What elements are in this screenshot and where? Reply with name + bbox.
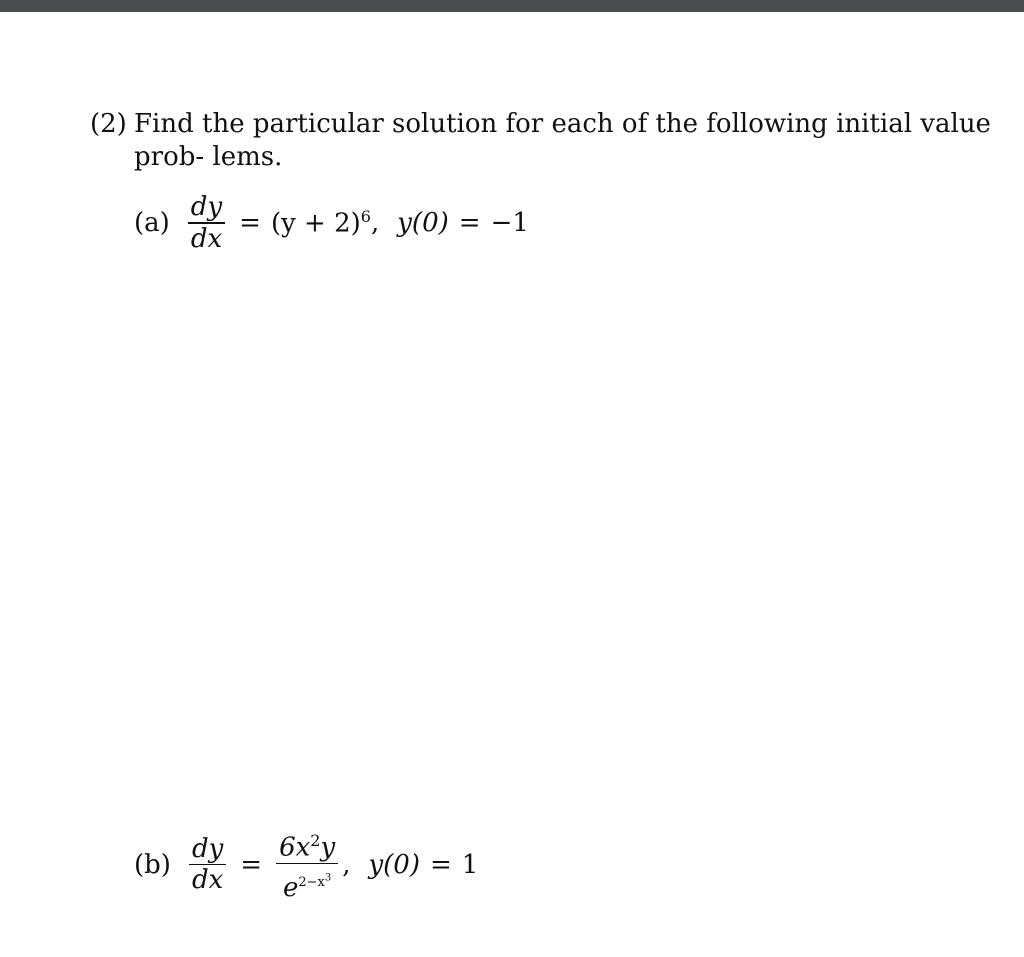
part-b-rhs-denominator-exponent: [298, 875, 331, 890]
equals-sign: =: [429, 849, 452, 880]
part-b-initial-condition-value: 1: [461, 849, 479, 880]
problem-number: (2): [90, 109, 127, 139]
part-a-label: (a): [134, 207, 170, 238]
part-b: [134, 826, 478, 903]
part-a: [134, 192, 529, 254]
part-b-derivative-numerator: dy: [191, 833, 224, 864]
top-toolbar-strip: [0, 0, 1024, 12]
part-a-initial-condition-value: −1: [490, 207, 529, 238]
part-b-rhs-denominator-base: e: [283, 873, 299, 904]
part-b-rhs-denominator: [280, 864, 334, 903]
part-b-initial-condition-function: y(0): [368, 849, 420, 880]
part-b-rhs-denominator-exponent-text: 2−x: [298, 875, 325, 891]
part-a-derivative: [188, 192, 225, 254]
part-b-rhs-numerator: [276, 826, 338, 863]
part-b-rhs-numerator-exponent: 2: [310, 831, 321, 850]
part-b-derivative-denominator: dx: [191, 865, 224, 896]
part-b-rhs-fraction: [276, 826, 338, 903]
part-b-label: (b): [134, 849, 171, 880]
part-a-derivative-numerator: dy: [190, 192, 223, 222]
part-a-rhs-exponent: 6: [360, 206, 371, 226]
equals-sign: =: [239, 207, 261, 238]
part-a-rhs-base: (y + 2): [270, 208, 361, 239]
equals-sign: =: [240, 849, 263, 880]
comma: ,: [370, 207, 380, 238]
comma: ,: [342, 849, 351, 880]
part-a-initial-condition-function: y(0): [397, 207, 449, 238]
part-a-derivative-denominator: dx: [190, 223, 223, 254]
part-b-rhs-numerator-var: y: [320, 832, 336, 863]
part-b-rhs-numerator-coef: 6x: [279, 832, 311, 863]
problem-statement: [90, 108, 1000, 174]
part-a-rhs: [271, 207, 371, 239]
part-b-rhs-denominator-exponent-power: 3: [324, 873, 332, 885]
equals-sign: =: [458, 207, 481, 238]
problem-instruction: Find the particular solution for each of the following initial value prob- lems.: [134, 109, 991, 172]
part-b-derivative: [189, 834, 226, 896]
